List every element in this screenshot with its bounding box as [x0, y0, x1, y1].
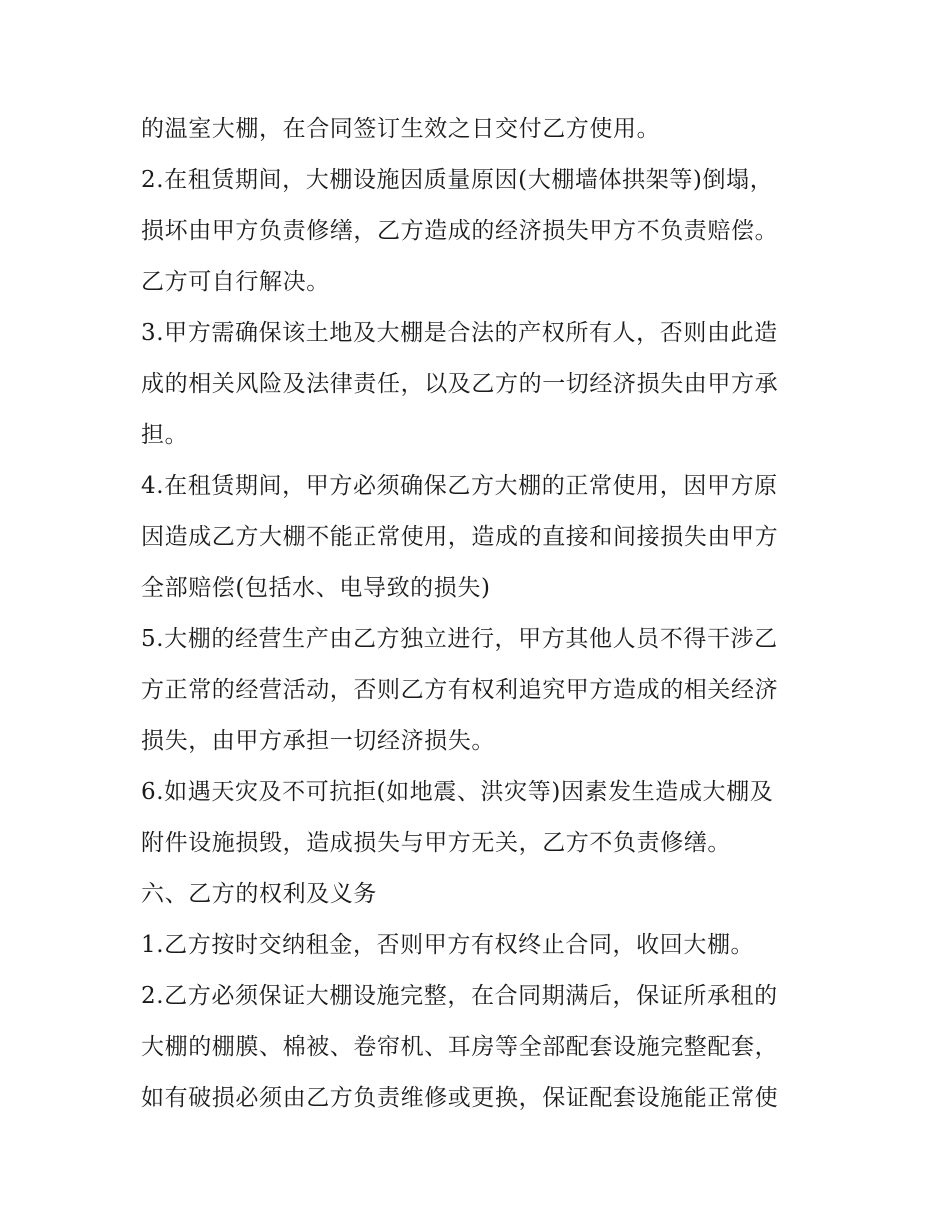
- text-line: 附件设施损毁，造成损失与甲方无关，乙方不负责修缮。: [141, 830, 731, 856]
- text-line: 因造成乙方大棚不能正常使用，造成的直接和间接损失由甲方: [141, 524, 779, 550]
- text-line: 6.如遇天灾及不可抗拒(如地震、洪灾等)因素发生造成大棚及: [141, 779, 774, 805]
- text-line: 损坏由甲方负责修缮，乙方造成的经济损失甲方不负责赔偿。: [141, 218, 779, 244]
- text-line: 大棚的棚膜、棉被、卷帘机、耳房等全部配套设施完整配套，: [141, 1034, 779, 1060]
- text-line: 4.在租赁期间，甲方必须确保乙方大棚的正常使用，因甲方原: [141, 473, 778, 499]
- text-line: 如有破损必须由乙方负责维修或更换，保证配套设施能正常使: [141, 1085, 779, 1111]
- text-line: 1.乙方按时交纳租金，否则甲方有权终止合同，收回大棚。: [141, 932, 755, 958]
- text-line: 2.在租赁期间，大棚设施因质量原因(大棚墙体拱架等)倒塌，: [141, 167, 774, 193]
- text-line: 方正常的经营活动，否则乙方有权利追究甲方造成的相关经济: [141, 677, 779, 703]
- text-line: 的温室大棚，在合同签订生效之日交付乙方使用。: [141, 116, 661, 142]
- text-line: 5.大棚的经营生产由乙方独立进行，甲方其他人员不得干涉乙: [141, 626, 778, 652]
- document-body: [141, 108, 821, 1128]
- section-heading: 六、乙方的权利及义务: [141, 881, 377, 907]
- text-line: 损失，由甲方承担一切经济损失。: [141, 728, 495, 754]
- text-line: 担。: [141, 422, 189, 448]
- text-line: 成的相关风险及法律责任，以及乙方的一切经济损失由甲方承: [141, 371, 779, 397]
- text-line: 2.乙方必须保证大棚设施完整，在合同期满后，保证所承租的: [141, 983, 778, 1009]
- text-line: 3.甲方需确保该土地及大棚是合法的产权所有人，否则由此造: [141, 320, 778, 346]
- text-line: 全部赔偿(包括水、电导致的损失): [141, 575, 491, 601]
- text-line: 乙方可自行解决。: [141, 269, 330, 295]
